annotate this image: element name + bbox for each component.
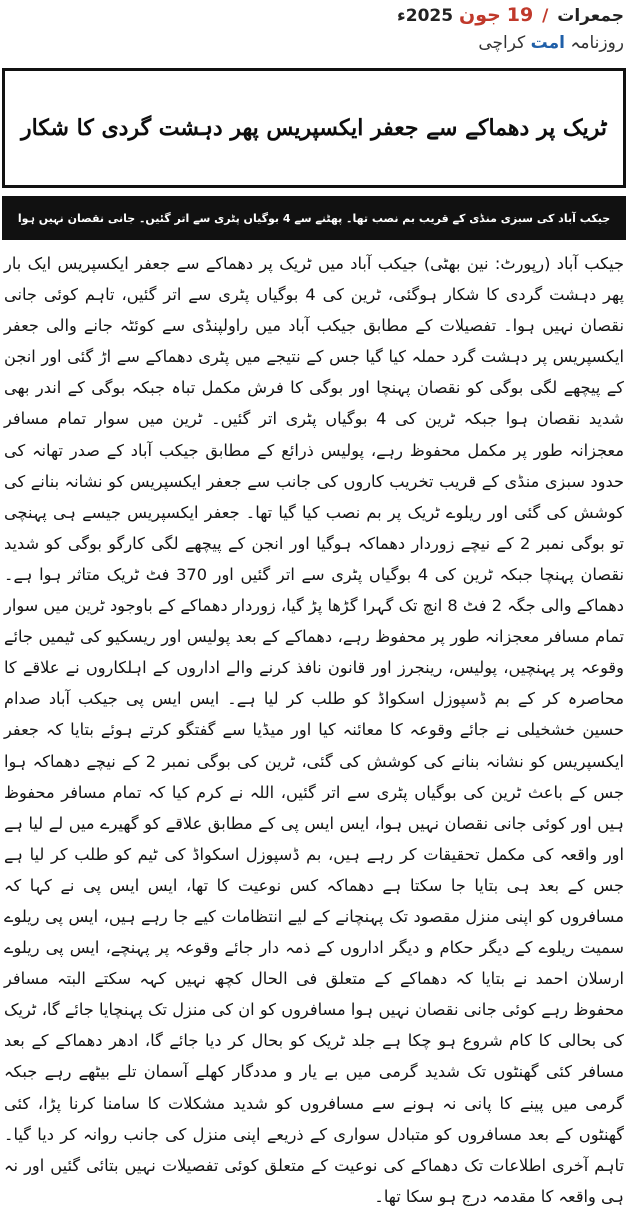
article-body bbox=[4, 248, 625, 1206]
date-year: 2025ء bbox=[397, 6, 454, 26]
article-text: جیکب آباد (رپورٹ: نین بھٹی) جیکب آباد میں ٹریک پر دھماکے سے جعفر ایکسپریس ایک بار پھر دہشت گردی کا شکار ہوگئی، ٹرین کی 4 بوگیاں پٹری سے اتر گئیں، تاہم کوئی جانی نقصان نہیں ہوا۔ تفصیلات کے مطابق جیکب آباد میں راولپنڈی سے کوئٹہ جانے والی جعفر ایکسپریس پر دہشت گرد حملہ کیا گیا جس کے نتیجے میں پٹری دھماکے سے اڑ گئی اور انجن کے پیچھے لگی بوگی کو نقصان پہنچا اور بوگی کا فرش مکمل تباہ جبکہ بوگی کے اندر بھی شدید نقصان ہوا جبکہ ٹرین کی 4 بوگیاں پٹری اتر گئیں۔ ٹرین میں سوار تمام مسافر معجزانہ طور پر مکمل محفوظ رہے، پولیس ذرائع کے مطابق جیکب آباد کے صدر تھانہ کی حدود سبزی منڈی کے قریب تخریب کاروں کی جانب سے جعفر ایکسپریس کو نشانہ بنانے کی کوشش کی گئی اور ریلوے ٹریک پر بم نصب کیا گیا تھا۔ جعفر ایکسپریس جیسے ہی پہنچی تو بوگی نمبر 2 کے نیچے زوردار دھماکہ ہوگیا اور انجن کے پیچھے لگی کارگو بوگی کو شدید نقصان پہنچا جبکہ ٹرین کی 4 بوگیاں پٹری سے اتر گئیں اور 370 فٹ ٹریک متاثر ہوا ہے۔ دھماکے والی جگہ 2 فٹ 8 انچ تک گہرا گڑھا پڑ گیا، زوردار دھماکے کے باوجود ٹرین میں سوار تمام مسافر معجزانہ طور پر محفوظ رہے، دھماکے کے بعد پولیس اور ریسکیو کی ٹیمیں جائے وقوعہ پر پہنچیں، پولیس، رینجرز اور قانون نافذ کرنے والے اداروں کے اہلکاروں نے علاقے کا محاصرہ کر کے بم ڈسپوزل اسکواڈ کو طلب کر لیا ہے۔ ایس ایس پی جیکب آباد صدام حسین خشخیلی نے جائے وقوعہ کا معائنہ کیا اور میڈیا سے گفتگو کرتے ہوئے بتایا کہ جعفر ایکسپریس کو نشانہ بنانے کی کوشش کی گئی، ٹرین کی بوگی نمبر 2 کے نیچے دھماکہ ہوا جس کے باعث ٹرین کی بوگیاں پٹری سے اتر گئیں، اللہ نے کرم کیا کہ تمام مسافر محفوظ ہیں اور کوئی جانی نقصان نہیں ہوا، ایس ایس پی کے مطابق علاقے کو گھیرے میں لے لیا ہے اور واقعہ کی مکمل تحقیقات کر رہے ہیں، بم ڈسپوزل اسکواڈ کی ٹیم کو طلب کر لیا ہے جس کے بعد ہی بتایا جا سکتا ہے دھماکہ کس نوعیت کا تھا، ایس ایس پی نے کہا کہ مسافروں کو اپنی منزل مقصود تک پہنچانے کے لیے انتظامات کیے جا رہے ہیں، ایس پی ریلوے سمیت ریلوے کے دیگر حکام و دیگر اداروں کے ذمہ دار جائے وقوعہ پر پہنچے، ایس پی ریلوے ارسلان احمد نے بتایا کہ دھماکے کے متعلق فی الحال کچھ نہیں کہہ سکتے البتہ مسافر محفوظ رہے کوئی جانی نقصان نہیں ہوا مسافروں کو ان کی منزل تک پہنچایا جائے گا، ٹریک کی بحالی کا کام شروع ہو چکا ہے جلد ٹریک کو بحال کر دیا جائے گا، ادھر دھماکے کے بعد مسافر کئی گھنٹوں تک شدید گرمی میں بے یار و مددگار کھلے آسمان تلے بیٹھے رہے جبکہ گرمی میں پینے کا پانی نہ ہونے سے مسافروں کو شدید مشکلات کا سامنا کرنا پڑا، کئی گھنٹوں کے بعد مسافروں کو متبادل سواری کے ذریعے اپنی منزل کی جانب روانہ کر دیا گیا۔ تاہم آخری اطلاعات تک دھماکے کی نوعیت کے متعلق کوئی تفصیلات نہیں بتائی گئیں اور نہ ہی واقعہ کا مقدمہ درج ہو سکا تھا۔ bbox=[4, 254, 625, 1206]
headline-box bbox=[2, 68, 626, 188]
paper-city: کراچی bbox=[478, 33, 526, 53]
paper-prefix: روزنامہ bbox=[570, 33, 624, 53]
headline: ٹریک پر دھماکے سے جعفر ایکسپریس پھر دہشت گردی کا شکار bbox=[21, 115, 607, 141]
issue-date bbox=[397, 4, 624, 26]
date-separator: / bbox=[542, 6, 549, 26]
date-number: 19 bbox=[506, 4, 534, 26]
date-day: جمعرات bbox=[557, 6, 624, 26]
subheadline: جیکب آباد کی سبزی منڈی کے قریب بم نصب تھا۔ پھٹنے سے 4 بوگیاں پٹری سے اتر گئیں۔ جانی نقصان نہیں ہوا bbox=[17, 211, 611, 225]
paper-brand: امت bbox=[530, 33, 565, 53]
date-month: جون bbox=[459, 4, 501, 26]
masthead bbox=[0, 0, 630, 62]
subheadline-bar bbox=[2, 196, 626, 240]
newspaper-name bbox=[478, 32, 624, 53]
